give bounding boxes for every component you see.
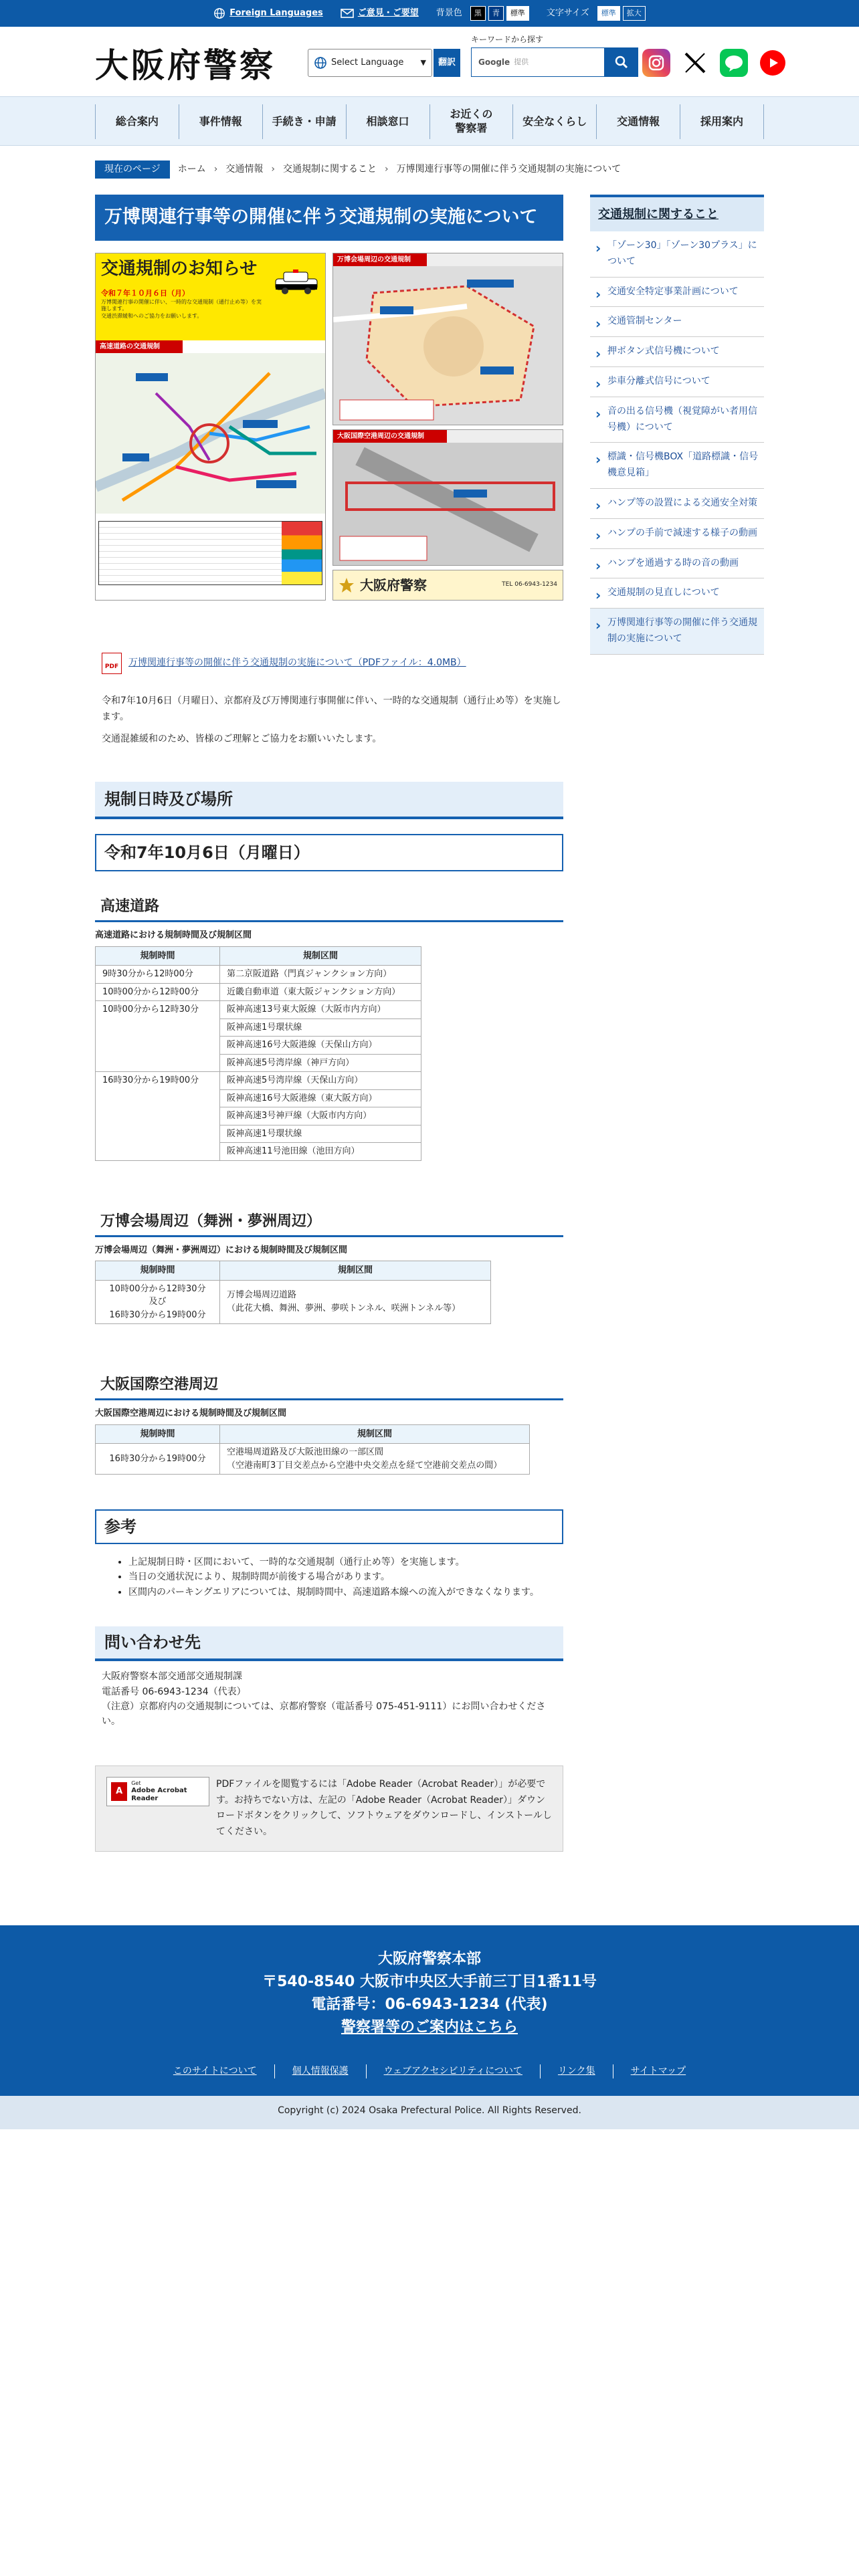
globe-icon [213, 7, 225, 19]
intro-paragraph: 交通混雑緩和のため、皆様のご理解とご協力をお願いいたします。 [102, 733, 382, 744]
flyer-note-2: 交通渋滞緩和へのご協力をお願いします。 [101, 312, 203, 319]
flyer-note: 万博関連行事の開催に伴い、一時的な交通規制（通行止め等）を実施します。 [101, 299, 262, 312]
language-select-value: Select Language [331, 58, 404, 68]
table-row [96, 983, 421, 1001]
table-cell-time: 16時30分から19時00分 [96, 1444, 220, 1475]
table-cell-section: 第二京阪道路（門真ジャンクション方向） [220, 966, 421, 984]
contact-heading: 問い合わせ先 [95, 1626, 563, 1661]
search-icon [615, 56, 628, 69]
sidebar-item-link[interactable]: ハンプを通過する時の音の動画 [607, 557, 739, 568]
section-line: 空港場周道路及び大阪池田線の一部区間 [227, 1447, 384, 1457]
flyer-schedule-table [98, 521, 322, 585]
sidebar-item[interactable] [590, 307, 764, 337]
globe-icon [314, 56, 327, 70]
sidebar-item-link[interactable]: ハンプ等の設置による交通安全対策 [607, 497, 757, 508]
list-item: • 上記規制日時・区間において、一時的な交通規制（通行止め等）を実施します。 [128, 1555, 563, 1570]
contact-note: （注意）京都府内の交通規制については、京都府警察（電話番号 075-451-9111）にお問い合わせください。 [102, 1701, 546, 1727]
table-cell-section: 阪神高速5号湾岸線（神戸方向） [220, 1054, 421, 1072]
sidebar-item[interactable] [590, 278, 764, 308]
sidebar-item-link[interactable]: 歩車分離式信号について [607, 375, 710, 387]
site-header [95, 27, 764, 96]
foreign-languages-label: Foreign Languages [229, 8, 323, 19]
intro-paragraph: 令和7年10月6日（月曜日）、京都府及び万博関連行事開催に伴い、一時的な交通規制（通行止め等）を実施します。 [102, 695, 561, 722]
footer-link[interactable]: サイトマップ [613, 2064, 703, 2078]
expressway-heading: 高速道路 [95, 894, 563, 922]
table-row [96, 1072, 421, 1090]
airport-area-map [332, 429, 563, 566]
page-title: 万博関連行事等の開催に伴う交通規制の実施について [95, 195, 563, 241]
reference-heading: 参考 [95, 1509, 563, 1544]
col-header-time: 規制時間 [96, 1261, 220, 1281]
footer-link[interactable]: ウェブアクセシビリティについて [366, 2064, 540, 2078]
contact-line: 大阪府警察本部交通部交通規制課 [102, 1671, 242, 1683]
expo-area-map [332, 253, 563, 425]
flyer-footer [332, 570, 563, 601]
nav-item[interactable]: 安全なくらし [513, 104, 597, 139]
sidebar-item-link[interactable]: 標識・信号機BOX「道路標識・信号機意見箱」 [607, 451, 759, 479]
pdf-link[interactable]: 万博関連行事等の開催に伴う交通規制の実施について（PDFファイル：4.0MB） [128, 657, 466, 668]
intro-text [95, 693, 563, 748]
instagram-icon[interactable] [642, 49, 670, 77]
table-row [96, 1001, 421, 1019]
police-emblem-icon [339, 577, 355, 593]
table-row [96, 1444, 530, 1475]
col-header-time: 規制時間 [96, 946, 220, 966]
reference-list [128, 1555, 563, 1600]
opinion-link[interactable] [341, 7, 419, 20]
chevron-right-icon: › [271, 164, 275, 175]
translate-button[interactable]: 翻訳 [434, 49, 460, 77]
chevron-right-icon: › [384, 164, 389, 175]
expressway-caption: 高速道路における規制時間及び規制区間 [95, 930, 252, 940]
breadcrumb-traffic-regulation[interactable]: 交通規制に関すること [282, 164, 377, 175]
acrobat-text: PDFファイルを閲覧するには「Adobe Reader（Acrobat Reader）」が必要です。お持ちでない方は、左記の「Adobe Reader（Acrobat Reader）」ダウンロードボタンをクリックして、ソフトウェアをダウンロードし、インストールしてください。 [216, 1778, 552, 1838]
sidebar-item[interactable] [590, 337, 764, 367]
table-cell-time [96, 1280, 220, 1324]
google-brand: Google [478, 58, 510, 67]
font-size-switcher [547, 6, 646, 21]
sidebar-item-link[interactable]: 「ゾーン30」「ゾーン30プラス」について [607, 240, 757, 267]
pdf-icon: PDF [102, 653, 122, 674]
footer-link[interactable]: このサイトについて [173, 2066, 257, 2077]
bg-black-button[interactable]: 黒 [470, 6, 486, 21]
section-line: 万博会場周辺道路 [227, 1290, 297, 1301]
table-row [96, 1280, 491, 1324]
table-cell-section: 阪神高速3号神戸線（大阪市内方向） [220, 1107, 421, 1125]
background-color-switcher [436, 6, 529, 21]
bg-standard-button[interactable]: 標準 [506, 6, 529, 21]
table-row [96, 966, 421, 984]
foreign-languages-link[interactable] [213, 7, 323, 20]
footer-tel: 電話番号：06-6943-1234 (代表) [311, 1996, 548, 2014]
contact-line: 電話番号 06-6943-1234（代表） [102, 1686, 246, 1697]
acrobat-icon: A [111, 1782, 127, 1801]
chevron-right-icon: › [213, 164, 218, 175]
breadcrumb-traffic-info[interactable]: 交通情報 [225, 164, 264, 175]
flyer-expressway-panel [95, 253, 326, 601]
list-item: • 区間内のパーキングエリアについては、規制時間中、高速道路本線への流入ができなくなります。 [128, 1585, 563, 1600]
sidebar-item[interactable] [590, 231, 764, 278]
table-cell-time: 10時00分から12時30分 [96, 1001, 220, 1072]
font-large-button[interactable]: 拡大 [623, 6, 646, 21]
airport-map-heading: 大阪国際空港周辺の交通規制 [333, 430, 447, 443]
airport-heading: 大阪国際空港周辺 [95, 1372, 563, 1400]
breadcrumb-current-label: 現在のページ [95, 160, 170, 179]
table-cell-section [220, 1444, 530, 1475]
line-icon[interactable] [720, 49, 748, 77]
table-cell-section: 阪神高速1号環状線 [220, 1125, 421, 1143]
sidebar-heading[interactable]: 交通規制に関すること [590, 195, 764, 231]
sidebar-item[interactable] [590, 397, 764, 443]
search-button[interactable] [605, 47, 638, 77]
col-header-section: 規制区間 [220, 1424, 530, 1444]
table-cell-section: 近畿自動車道（東大阪ジャンクション方向） [220, 983, 421, 1001]
footer-stations-link[interactable]: 警察署等のご案内はこちら [341, 2019, 518, 2036]
sidebar-item[interactable] [590, 367, 764, 397]
contact-info [95, 1669, 563, 1729]
bg-blue-button[interactable]: 青 [488, 6, 504, 21]
time-line: 及び [149, 1297, 167, 1307]
sidebar-item-link[interactable]: ハンプの手前で減速する様子の動画 [607, 527, 757, 538]
search-label: キーワードから探す [471, 35, 544, 44]
flyer-heading: 交通規制のお知らせ [96, 253, 325, 288]
nav-item[interactable]: 交通情報 [597, 104, 680, 139]
sidebar-item-link[interactable]: 押ボタン式信号機について [607, 346, 720, 357]
sidebar-item[interactable] [590, 519, 764, 549]
x-twitter-icon[interactable] [681, 49, 709, 77]
time-line: 10時00分から12時30分 [109, 1283, 206, 1294]
nav-item[interactable]: 総合案内 [95, 104, 179, 139]
table-cell-section [220, 1280, 491, 1324]
police-car-icon [273, 268, 320, 295]
expo-heading: 万博会場周辺（舞洲・夢洲周辺） [95, 1209, 563, 1237]
table-cell-section: 阪神高速11号池田線（池田方向） [220, 1143, 421, 1161]
main-content [95, 195, 563, 1852]
expressway-table [95, 946, 421, 1161]
sidebar-item-link[interactable]: 交通安全特定事業計画について [607, 286, 739, 297]
col-header-section: 規制区間 [220, 946, 421, 966]
sidebar-item[interactable] [590, 549, 764, 579]
table-cell-section: 阪神高速16号大阪港線（東大阪方向） [220, 1089, 421, 1107]
font-standard-button[interactable]: 標準 [597, 6, 620, 21]
acrobat-badge-get: Get [131, 1780, 141, 1786]
sidebar-item-link[interactable]: 音の出る信号機（視覚障がい者用信号機）について [607, 405, 757, 433]
chevron-down-icon: ▼ [420, 58, 426, 67]
sidebar-item[interactable] [590, 578, 764, 609]
breadcrumb [95, 160, 764, 179]
section-line: （空港南町3丁目交差点から空港中央交差点を経て空港前交差点の間） [227, 1460, 502, 1471]
airport-table [95, 1424, 530, 1475]
expressway-map [96, 353, 325, 514]
col-header-time: 規制時間 [96, 1424, 220, 1444]
global-navigation [0, 96, 859, 146]
nav-item[interactable]: 相談窓口 [347, 104, 430, 139]
regulation-flyer-image [95, 253, 563, 601]
table-cell-section: 阪神高速5号湾岸線（天保山方向） [220, 1072, 421, 1090]
flyer-footer-tel: TEL 06-6943-1234 [502, 580, 557, 588]
breadcrumb-home[interactable]: ホーム [177, 164, 206, 175]
search-input[interactable] [471, 47, 605, 77]
flyer-footer-logo: 大阪府警察 [360, 576, 427, 593]
sidebar-item[interactable] [590, 489, 764, 519]
nav-item[interactable]: 採用案内 [680, 104, 764, 139]
sidebar-item-link[interactable]: 交通管制センター [607, 316, 682, 327]
flyer-section-label: 高速道路の交通規制 [96, 340, 183, 353]
nav-item[interactable]: 手続き・申請 [263, 104, 347, 139]
font-size-label: 文字サイズ [546, 8, 589, 19]
nav-item[interactable]: お近くの 警察署 [430, 104, 514, 139]
sidebar-item[interactable] [590, 443, 764, 489]
section-line: （此花大橋、舞洲、夢洲、夢咲トンネル、咲洲トンネル等） [227, 1303, 461, 1313]
language-select[interactable] [308, 49, 432, 77]
airport-caption: 大阪国際空港周辺における規制時間及び規制区間 [95, 1408, 287, 1418]
youtube-icon[interactable] [759, 49, 787, 77]
breadcrumb-current-page: 万博関連行事等の開催に伴う交通規制の実施について [396, 164, 622, 175]
site-footer [0, 1925, 859, 2096]
footer-org: 大阪府警察本部 [377, 1950, 481, 1967]
table-cell-time: 16時30分から19時00分 [96, 1072, 220, 1161]
date-heading: 令和7年10月6日（月曜日） [95, 834, 563, 871]
opinion-label: ご意見・ご要望 [357, 8, 419, 19]
table-cell-time: 9時30分から12時00分 [96, 966, 220, 984]
col-header-section: 規制区間 [220, 1261, 491, 1281]
top-utility-bar [0, 0, 859, 27]
expo-map-heading: 万博会場周辺の交通規制 [333, 253, 427, 266]
flyer-date: 令和７年１０月６日（月） [101, 288, 189, 298]
footer-link[interactable]: 個人情報保護 [274, 2064, 366, 2078]
acrobat-notice [95, 1765, 563, 1852]
sidebar-item-link[interactable]: 交通規制の見直しについて [607, 587, 720, 599]
acrobat-download-button[interactable] [106, 1777, 209, 1806]
expo-caption: 万博会場周辺（舞洲・夢洲周辺）における規制時間及び規制区間 [95, 1245, 348, 1255]
nav-item[interactable]: 事件情報 [179, 104, 263, 139]
table-cell-time: 10時00分から12時00分 [96, 983, 220, 1001]
footer-links [0, 2064, 859, 2078]
site-logo[interactable]: 大阪府警察 [95, 45, 276, 85]
pdf-link-row [95, 653, 563, 674]
list-item: • 当日の交通状況により、規制時間が前後する場合があります。 [128, 1570, 563, 1584]
expo-table [95, 1261, 491, 1324]
copyright: Copyright (c) 2024 Osaka Prefectural Police. All Rights Reserved. [0, 2096, 859, 2129]
bg-label: 背景色 [436, 8, 462, 19]
table-cell-section: 阪神高速1号環状線 [220, 1018, 421, 1037]
sidebar-item[interactable] [590, 609, 764, 655]
sidebar [590, 195, 764, 1852]
table-cell-section: 阪神高速13号東大阪線（大阪市内方向） [220, 1001, 421, 1019]
table-cell-section: 阪神高速16号大阪港線（天保山方向） [220, 1037, 421, 1055]
schedule-heading: 規制日時及び場所 [95, 782, 563, 819]
mail-icon [341, 9, 354, 18]
footer-address: 〒540-8540 大阪市中央区大手前三丁目1番11号 [262, 1973, 597, 1991]
search-placeholder: 提供 [514, 57, 529, 66]
acrobat-badge-label: Adobe Acrobat Reader [131, 1786, 187, 1802]
time-line: 16時30分から19時00分 [109, 1309, 206, 1320]
sidebar-item-link[interactable]: 万博関連行事等の開催に伴う交通規制の実施について [607, 617, 757, 644]
footer-link[interactable]: リンク集 [540, 2064, 613, 2078]
